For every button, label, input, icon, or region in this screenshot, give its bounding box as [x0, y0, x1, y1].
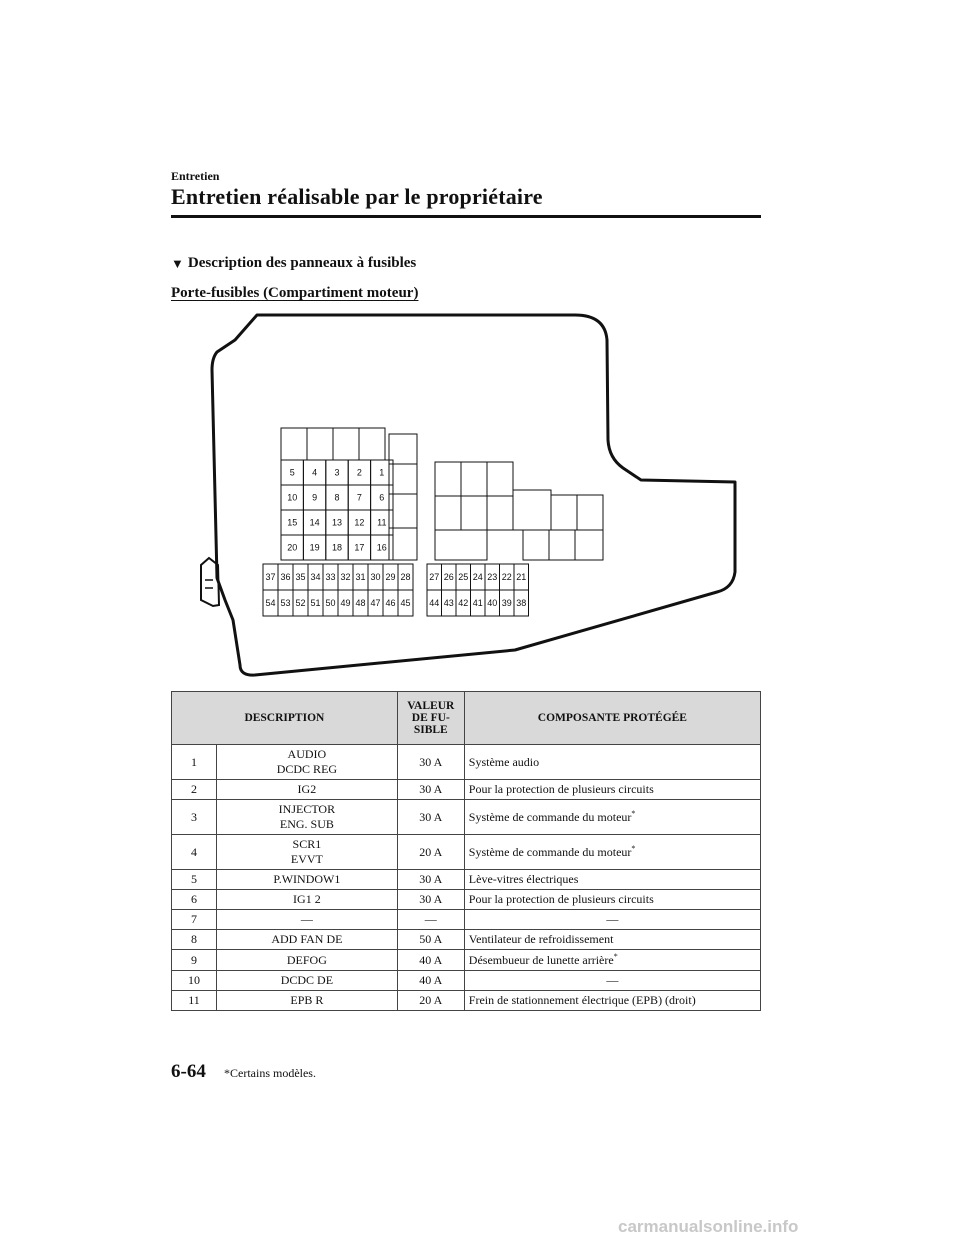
- description-line: SCR1: [292, 837, 322, 851]
- fuse-number-cell: 5: [172, 870, 217, 890]
- description-line: —: [300, 912, 313, 926]
- heading-divider: [171, 215, 761, 218]
- table-row: [172, 950, 761, 971]
- description-line: EPB R: [290, 993, 324, 1007]
- bottom-right-fuse-row: [427, 564, 529, 616]
- protected-component-cell: [464, 910, 760, 930]
- table-header-row: [172, 692, 761, 745]
- fuse-number: 40: [487, 598, 498, 608]
- fuse-description-cell: [217, 835, 398, 870]
- fuse-description-cell: [217, 780, 398, 800]
- component-text: Ventilateur de refroidissement: [468, 932, 614, 946]
- fuse-number-cell: 2: [172, 780, 217, 800]
- fuse-number: 37: [265, 572, 276, 582]
- fuse-number: 41: [472, 598, 483, 608]
- fuse-number: 8: [334, 492, 340, 503]
- section-label: Entretien: [171, 169, 220, 183]
- description-line: INJECTOR: [278, 802, 336, 816]
- fuse-description-cell: [217, 950, 398, 971]
- fuse-number-cell: 10: [172, 971, 217, 991]
- protected-component-cell: [464, 835, 760, 870]
- fuse-description-cell: [217, 971, 398, 991]
- description-line: EVVT: [290, 852, 323, 866]
- fuse-number: 29: [385, 572, 396, 582]
- fuse-table: [171, 691, 761, 1011]
- fuse-number-cell: 6: [172, 890, 217, 910]
- fuse-description-cell: [217, 991, 398, 1011]
- description-line: DEFOG: [286, 952, 327, 967]
- fuse-number: 9: [312, 492, 318, 503]
- table-row: [172, 780, 761, 800]
- fuse-number: 31: [355, 572, 366, 582]
- fuse-number: 6: [379, 492, 385, 503]
- fuse-number: 5: [289, 467, 295, 478]
- fuse-number: 13: [331, 517, 343, 528]
- fuse-description-cell: [217, 890, 398, 910]
- fuse-value-cell: 30 A: [397, 870, 464, 890]
- upper-fuse-grid: [281, 460, 393, 560]
- upper-relay-row: [281, 428, 417, 560]
- fuse-value-cell: 40 A: [397, 971, 464, 991]
- fuse-description-cell: [217, 800, 398, 835]
- fuse-number: 20: [287, 542, 298, 553]
- fuse-number: 38: [516, 598, 527, 608]
- description-line: IG2: [297, 782, 317, 796]
- fuse-number-cell: 8: [172, 930, 217, 950]
- fuse-number: 50: [325, 598, 336, 608]
- table-row: [172, 745, 761, 780]
- fuse-box-diagram: [195, 310, 755, 680]
- sub-heading-text: Description des panneaux à fusibles: [187, 255, 417, 271]
- fuse-number: 35: [295, 572, 306, 582]
- component-text: Pour la protection de plusieurs circuits: [468, 782, 654, 796]
- fuse-number: 16: [376, 542, 387, 553]
- description-line: DCDC REG: [276, 762, 338, 776]
- connector-tab-detail: [205, 580, 213, 588]
- fuse-number-cell: 11: [172, 991, 217, 1011]
- fuse-number: 10: [287, 492, 298, 503]
- fuse-number-cell: 3: [172, 800, 217, 835]
- fuse-number: 46: [385, 598, 396, 608]
- header-description: DESCRIPTION: [172, 692, 398, 745]
- protected-component-cell: [464, 971, 760, 991]
- table-row: [172, 800, 761, 835]
- fuse-number-cell: 1: [172, 745, 217, 780]
- sub-heading: [171, 255, 416, 272]
- description-line: ENG. SUB: [279, 817, 334, 831]
- fuse-number: 54: [265, 598, 276, 608]
- fuse-number: 30: [370, 572, 381, 582]
- footnote: *Certains modèles.: [224, 1066, 316, 1080]
- header-component: COMPOSANTE PROTÉGÉE: [464, 692, 760, 745]
- fuse-value-cell: 30 A: [397, 800, 464, 835]
- table-row: [172, 991, 761, 1011]
- protected-component-cell: [464, 991, 760, 1011]
- fuse-number: 15: [287, 517, 298, 528]
- protected-component-cell: [464, 950, 760, 971]
- table-row: [172, 910, 761, 930]
- fuse-number: 44: [429, 598, 440, 608]
- fuse-number-cell: 9: [172, 950, 217, 971]
- fuse-number: 47: [370, 598, 381, 608]
- protected-component-cell: [464, 800, 760, 835]
- fuse-value-cell: 30 A: [397, 890, 464, 910]
- fuse-description-cell: [217, 910, 398, 930]
- fuse-number: 22: [501, 572, 512, 582]
- table-row: [172, 890, 761, 910]
- fuse-number: 18: [331, 542, 343, 553]
- component-text: Frein de stationnement électrique (EPB) (droit): [468, 993, 696, 1007]
- protected-component-cell: [464, 780, 760, 800]
- fuse-number: 49: [340, 598, 351, 608]
- component-text: Désembueur de lunette arrière: [468, 953, 614, 967]
- component-text: —: [606, 973, 619, 987]
- fuse-number: 21: [516, 572, 527, 582]
- fuse-number: 34: [310, 572, 321, 582]
- fuse-value-cell: 40 A: [397, 950, 464, 971]
- fuse-number: 12: [354, 517, 365, 528]
- fuse-number: 11: [377, 517, 387, 528]
- table-row: [172, 930, 761, 950]
- fuse-number: 43: [443, 598, 454, 608]
- description-line: IG1 2: [293, 892, 321, 906]
- page-number: 6-64: [171, 1061, 206, 1082]
- fuse-number: 52: [295, 598, 306, 608]
- fuse-value-cell: 30 A: [397, 745, 464, 780]
- protected-component-cell: [464, 890, 760, 910]
- right-relay-block: [435, 462, 603, 560]
- watermark: carmanualsonline.info: [618, 1217, 799, 1236]
- component-text: Système de commande du moteur: [468, 810, 632, 824]
- fuse-value-cell: 50 A: [397, 930, 464, 950]
- fuse-number: 1: [379, 467, 385, 478]
- table-row: [172, 971, 761, 991]
- description-line: ADD FAN DE: [271, 932, 343, 946]
- page-title: Entretien réalisable par le propriétaire: [171, 184, 543, 209]
- footnote-marker: *: [613, 952, 618, 961]
- fuse-number: 3: [334, 467, 340, 478]
- fuse-number: 17: [354, 542, 365, 553]
- fuse-description-cell: [217, 745, 398, 780]
- footnote-marker: *: [631, 809, 636, 818]
- protected-component-cell: [464, 745, 760, 780]
- fuse-number-cell: 4: [172, 835, 217, 870]
- bottom-left-fuse-row: [263, 564, 413, 616]
- fuse-number: 14: [309, 517, 320, 528]
- fuse-number: 25: [458, 572, 469, 582]
- description-line: DCDC DE: [280, 973, 334, 987]
- fuse-value-cell: 20 A: [397, 991, 464, 1011]
- fuse-number: 32: [340, 572, 351, 582]
- fuse-number: 48: [355, 598, 366, 608]
- component-text: Système de commande du moteur: [468, 845, 632, 859]
- description-line: AUDIO: [287, 747, 327, 761]
- fuse-description-cell: [217, 870, 398, 890]
- fuse-number: 7: [356, 492, 362, 503]
- fuse-number: 2: [356, 467, 362, 478]
- component-text: Lève-vitres électriques: [468, 872, 579, 886]
- description-line: P.WINDOW1: [273, 872, 341, 886]
- fuse-description-cell: [217, 930, 398, 950]
- fuse-number: 4: [312, 467, 318, 478]
- component-text: —: [606, 912, 619, 926]
- header-value-line3: SIBLE: [413, 724, 448, 736]
- fuse-number: 33: [325, 572, 336, 582]
- fuse-value-cell: 30 A: [397, 780, 464, 800]
- fuse-number: 23: [487, 572, 498, 582]
- fuse-number: 42: [458, 598, 469, 608]
- footnote-marker: *: [631, 844, 636, 853]
- fuse-number: 45: [400, 598, 411, 608]
- fuse-number: 28: [400, 572, 411, 582]
- fuse-value-cell: —: [397, 910, 464, 930]
- fuse-number: 39: [501, 598, 512, 608]
- fuse-number: 36: [280, 572, 291, 582]
- triangle-down-icon: ▼: [171, 255, 184, 271]
- component-text: Système audio: [468, 754, 540, 769]
- header-value-line1: VALEUR: [407, 700, 455, 712]
- fuse-number: 24: [472, 572, 483, 582]
- protected-component-cell: [464, 930, 760, 950]
- fuse-number: 26: [443, 572, 454, 582]
- fuse-number: 27: [429, 572, 440, 582]
- table-row: [172, 870, 761, 890]
- table-row: [172, 835, 761, 870]
- fuse-number: 51: [310, 598, 321, 608]
- fuse-number: 53: [280, 598, 291, 608]
- protected-component-cell: [464, 870, 760, 890]
- fuse-number-cell: 7: [172, 910, 217, 930]
- header-value: [397, 692, 464, 745]
- component-text: Pour la protection de plusieurs circuits: [468, 892, 654, 906]
- fuse-number: 19: [309, 542, 320, 553]
- header-value-line2: DE FU-: [411, 712, 450, 724]
- fuse-box-caption: Porte-fusibles (Compartiment moteur): [171, 285, 419, 301]
- fuse-value-cell: 20 A: [397, 835, 464, 870]
